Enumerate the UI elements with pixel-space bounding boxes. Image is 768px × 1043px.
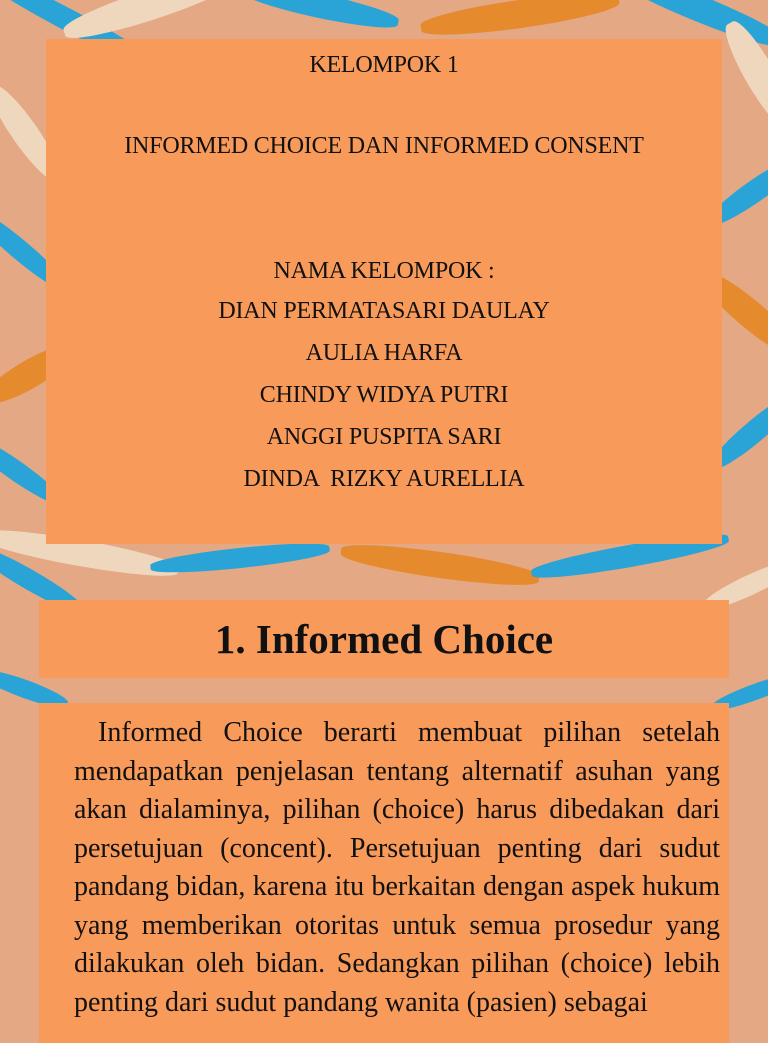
title-slide bbox=[46, 39, 722, 544]
member-name: ANGGI PUSPITA SARI bbox=[266, 424, 502, 450]
member-name: CHINDY WIDYA PUTRI bbox=[259, 382, 509, 408]
section-title-slide bbox=[39, 600, 729, 678]
member-name: AULIA HARFA bbox=[305, 340, 463, 366]
group-label: KELOMPOK 1 bbox=[309, 52, 459, 78]
members-heading: NAMA KELOMPOK : bbox=[273, 258, 495, 284]
section-title: 1. Informed Choice bbox=[214, 616, 554, 662]
member-name: DINDA RIZKY AURELLIA bbox=[243, 466, 525, 492]
member-name: DIAN PERMATASARI DAULAY bbox=[218, 298, 550, 324]
content-slide bbox=[39, 703, 729, 1043]
topic-title: INFORMED CHOICE DAN INFORMED CONSENT bbox=[124, 133, 644, 159]
definition-paragraph: Informed Choice berarti membuat pilihan setelah mendapatkan penjelasan tentang alternatif asuhan yang akan dialaminya, pilihan (choice) harus dibedakan dari persetujuan (concent). Persetujuan penting dari sudut pandang bidan, karena itu berkaitan dengan aspek hukum yang memberikan otoritas untuk semua prosedur yang dilakukan oleh bidan. Sedangkan pilihan (choice) lebih penting dari sudut pandang wanita (pasien) sebagai bbox=[74, 717, 720, 1018]
